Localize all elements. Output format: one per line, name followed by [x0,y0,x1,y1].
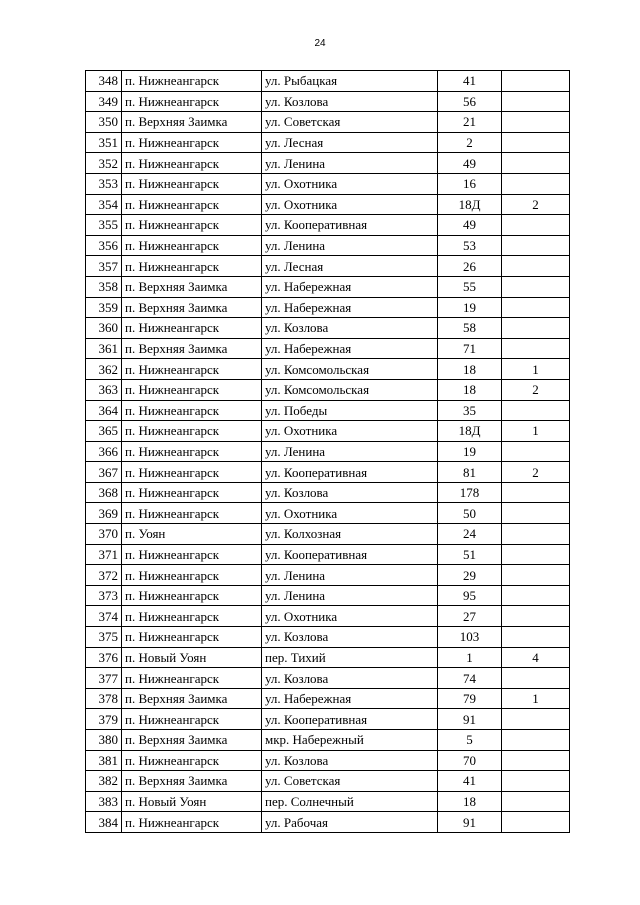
table-row [86,462,570,483]
street-cell: пер. Солнечный [262,791,438,812]
address-table [85,70,570,833]
street-cell: ул. Набережная [262,338,438,359]
house-number-cell: 27 [438,606,502,627]
house-number-cell: 18 [438,379,502,400]
settlement-cell: п. Нижнеангарск [122,215,262,236]
settlement-cell: п. Нижнеангарск [122,812,262,833]
street-cell: ул. Козлова [262,668,438,689]
settlement-cell: п. Нижнеангарск [122,71,262,92]
row-number-cell: 359 [86,297,122,318]
apartment-number-cell: 4 [502,647,570,668]
house-number-cell: 51 [438,544,502,565]
settlement-cell: п. Верхняя Заимка [122,688,262,709]
street-cell: ул. Лесная [262,256,438,277]
street-cell: ул. Ленина [262,441,438,462]
table-row [86,91,570,112]
row-number-cell: 352 [86,153,122,174]
house-number-cell: 58 [438,318,502,339]
settlement-cell: п. Нижнеангарск [122,606,262,627]
row-number-cell: 384 [86,812,122,833]
table-row [86,338,570,359]
row-number-cell: 366 [86,441,122,462]
street-cell: ул. Ленина [262,153,438,174]
apartment-number-cell [502,235,570,256]
row-number-cell: 356 [86,235,122,256]
house-number-cell: 71 [438,338,502,359]
apartment-number-cell: 2 [502,194,570,215]
street-cell: ул. Советская [262,112,438,133]
street-cell: ул. Козлова [262,482,438,503]
settlement-cell: п. Нижнеангарск [122,132,262,153]
row-number-cell: 360 [86,318,122,339]
settlement-cell: п. Нижнеангарск [122,400,262,421]
settlement-cell: п. Нижнеангарск [122,565,262,586]
apartment-number-cell [502,585,570,606]
street-cell: ул. Набережная [262,276,438,297]
row-number-cell: 372 [86,565,122,586]
row-number-cell: 349 [86,91,122,112]
house-number-cell: 18Д [438,421,502,442]
street-cell: ул. Козлова [262,91,438,112]
settlement-cell: п. Верхняя Заимка [122,771,262,792]
row-number-cell: 364 [86,400,122,421]
street-cell: ул. Лесная [262,132,438,153]
street-cell: ул. Комсомольская [262,379,438,400]
table-row [86,668,570,689]
row-number-cell: 380 [86,730,122,751]
row-number-cell: 368 [86,482,122,503]
street-cell: ул. Кооперативная [262,544,438,565]
street-cell: мкр. Набережный [262,730,438,751]
table-row [86,215,570,236]
apartment-number-cell: 1 [502,421,570,442]
street-cell: ул. Козлова [262,750,438,771]
apartment-number-cell [502,132,570,153]
settlement-cell: п. Уоян [122,524,262,545]
street-cell: ул. Советская [262,771,438,792]
table-row [86,812,570,833]
row-number-cell: 350 [86,112,122,133]
table-row [86,112,570,133]
house-number-cell: 19 [438,297,502,318]
apartment-number-cell [502,627,570,648]
apartment-number-cell [502,668,570,689]
apartment-number-cell [502,153,570,174]
table-row [86,565,570,586]
row-number-cell: 348 [86,71,122,92]
street-cell: ул. Победы [262,400,438,421]
table-row [86,359,570,380]
row-number-cell: 377 [86,668,122,689]
settlement-cell: п. Нижнеангарск [122,173,262,194]
house-number-cell: 41 [438,771,502,792]
row-number-cell: 354 [86,194,122,215]
street-cell: ул. Охотника [262,421,438,442]
apartment-number-cell [502,173,570,194]
table-row [86,441,570,462]
row-number-cell: 370 [86,524,122,545]
street-cell: ул. Ленина [262,235,438,256]
street-cell: ул. Набережная [262,688,438,709]
table-row [86,400,570,421]
row-number-cell: 362 [86,359,122,380]
table-row [86,791,570,812]
table-row [86,585,570,606]
apartment-number-cell [502,606,570,627]
row-number-cell: 374 [86,606,122,627]
settlement-cell: п. Верхняя Заимка [122,730,262,751]
row-number-cell: 376 [86,647,122,668]
house-number-cell: 55 [438,276,502,297]
house-number-cell: 18 [438,791,502,812]
settlement-cell: п. Нижнеангарск [122,91,262,112]
table-row [86,421,570,442]
settlement-cell: п. Нижнеангарск [122,503,262,524]
settlement-cell: п. Нижнеангарск [122,585,262,606]
settlement-cell: п. Нижнеангарск [122,668,262,689]
settlement-cell: п. Нижнеангарск [122,359,262,380]
house-number-cell: 35 [438,400,502,421]
table-row [86,276,570,297]
house-number-cell: 26 [438,256,502,277]
table-row [86,524,570,545]
house-number-cell: 18Д [438,194,502,215]
settlement-cell: п. Верхняя Заимка [122,112,262,133]
house-number-cell: 16 [438,173,502,194]
apartment-number-cell: 1 [502,359,570,380]
street-cell: ул. Рабочая [262,812,438,833]
apartment-number-cell [502,400,570,421]
table-row [86,544,570,565]
row-number-cell: 358 [86,276,122,297]
apartment-number-cell [502,565,570,586]
row-number-cell: 357 [86,256,122,277]
settlement-cell: п. Новый Уоян [122,647,262,668]
street-cell: ул. Кооперативная [262,215,438,236]
house-number-cell: 19 [438,441,502,462]
apartment-number-cell: 1 [502,688,570,709]
house-number-cell: 18 [438,359,502,380]
settlement-cell: п. Нижнеангарск [122,194,262,215]
street-cell: ул. Рыбацкая [262,71,438,92]
apartment-number-cell [502,503,570,524]
apartment-number-cell [502,524,570,545]
apartment-number-cell [502,709,570,730]
table-row [86,647,570,668]
settlement-cell: п. Нижнеангарск [122,318,262,339]
settlement-cell: п. Верхняя Заимка [122,276,262,297]
apartment-number-cell [502,812,570,833]
row-number-cell: 378 [86,688,122,709]
settlement-cell: п. Верхняя Заимка [122,338,262,359]
house-number-cell: 53 [438,235,502,256]
apartment-number-cell [502,91,570,112]
apartment-number-cell [502,318,570,339]
street-cell: ул. Комсомольская [262,359,438,380]
house-number-cell: 29 [438,565,502,586]
house-number-cell: 2 [438,132,502,153]
apartment-number-cell [502,544,570,565]
page-number: 24 [314,38,326,49]
settlement-cell: п. Нижнеангарск [122,750,262,771]
house-number-cell: 49 [438,153,502,174]
table-row [86,256,570,277]
apartment-number-cell [502,297,570,318]
street-cell: ул. Ленина [262,585,438,606]
settlement-cell: п. Нижнеангарск [122,421,262,442]
settlement-cell: п. Нижнеангарск [122,462,262,483]
apartment-number-cell [502,71,570,92]
street-cell: ул. Набережная [262,297,438,318]
apartment-number-cell [502,750,570,771]
row-number-cell: 371 [86,544,122,565]
house-number-cell: 74 [438,668,502,689]
row-number-cell: 383 [86,791,122,812]
row-number-cell: 355 [86,215,122,236]
apartment-number-cell: 2 [502,379,570,400]
street-cell: ул. Охотника [262,173,438,194]
table-row [86,709,570,730]
house-number-cell: 21 [438,112,502,133]
apartment-number-cell [502,276,570,297]
street-cell: пер. Тихий [262,647,438,668]
table-row [86,688,570,709]
apartment-number-cell [502,771,570,792]
table-row [86,297,570,318]
row-number-cell: 353 [86,173,122,194]
apartment-number-cell [502,215,570,236]
table-row [86,153,570,174]
row-number-cell: 365 [86,421,122,442]
street-cell: ул. Кооперативная [262,709,438,730]
apartment-number-cell [502,441,570,462]
house-number-cell: 56 [438,91,502,112]
street-cell: ул. Ленина [262,565,438,586]
street-cell: ул. Козлова [262,318,438,339]
street-cell: ул. Колхозная [262,524,438,545]
row-number-cell: 367 [86,462,122,483]
apartment-number-cell [502,338,570,359]
table-row [86,503,570,524]
row-number-cell: 373 [86,585,122,606]
settlement-cell: п. Нижнеангарск [122,627,262,648]
row-number-cell: 351 [86,132,122,153]
house-number-cell: 5 [438,730,502,751]
settlement-cell: п. Нижнеангарск [122,379,262,400]
house-number-cell: 70 [438,750,502,771]
settlement-cell: п. Нижнеангарск [122,482,262,503]
row-number-cell: 382 [86,771,122,792]
table-row [86,627,570,648]
house-number-cell: 91 [438,709,502,730]
table-row [86,606,570,627]
table-row [86,173,570,194]
house-number-cell: 1 [438,647,502,668]
house-number-cell: 178 [438,482,502,503]
row-number-cell: 363 [86,379,122,400]
table-row [86,482,570,503]
table-row [86,194,570,215]
street-cell: ул. Охотника [262,503,438,524]
settlement-cell: п. Верхняя Заимка [122,297,262,318]
house-number-cell: 81 [438,462,502,483]
house-number-cell: 49 [438,215,502,236]
house-number-cell: 50 [438,503,502,524]
settlement-cell: п. Нижнеангарск [122,235,262,256]
settlement-cell: п. Нижнеангарск [122,256,262,277]
street-cell: ул. Охотника [262,606,438,627]
row-number-cell: 369 [86,503,122,524]
table-row [86,132,570,153]
settlement-cell: п. Нижнеангарск [122,441,262,462]
table-row [86,71,570,92]
apartment-number-cell [502,256,570,277]
house-number-cell: 24 [438,524,502,545]
table-row [86,235,570,256]
house-number-cell: 91 [438,812,502,833]
row-number-cell: 375 [86,627,122,648]
settlement-cell: п. Нижнеангарск [122,709,262,730]
table-row [86,318,570,339]
table-row [86,750,570,771]
apartment-number-cell [502,791,570,812]
address-table-body [86,71,570,833]
house-number-cell: 41 [438,71,502,92]
house-number-cell: 95 [438,585,502,606]
row-number-cell: 361 [86,338,122,359]
apartment-number-cell [502,730,570,751]
table-row [86,379,570,400]
settlement-cell: п. Нижнеангарск [122,153,262,174]
settlement-cell: п. Новый Уоян [122,791,262,812]
street-cell: ул. Козлова [262,627,438,648]
apartment-number-cell [502,482,570,503]
row-number-cell: 379 [86,709,122,730]
street-cell: ул. Охотника [262,194,438,215]
apartment-number-cell [502,112,570,133]
house-number-cell: 79 [438,688,502,709]
table-row [86,730,570,751]
apartment-number-cell: 2 [502,462,570,483]
table-row [86,771,570,792]
row-number-cell: 381 [86,750,122,771]
settlement-cell: п. Нижнеангарск [122,544,262,565]
house-number-cell: 103 [438,627,502,648]
street-cell: ул. Кооперативная [262,462,438,483]
